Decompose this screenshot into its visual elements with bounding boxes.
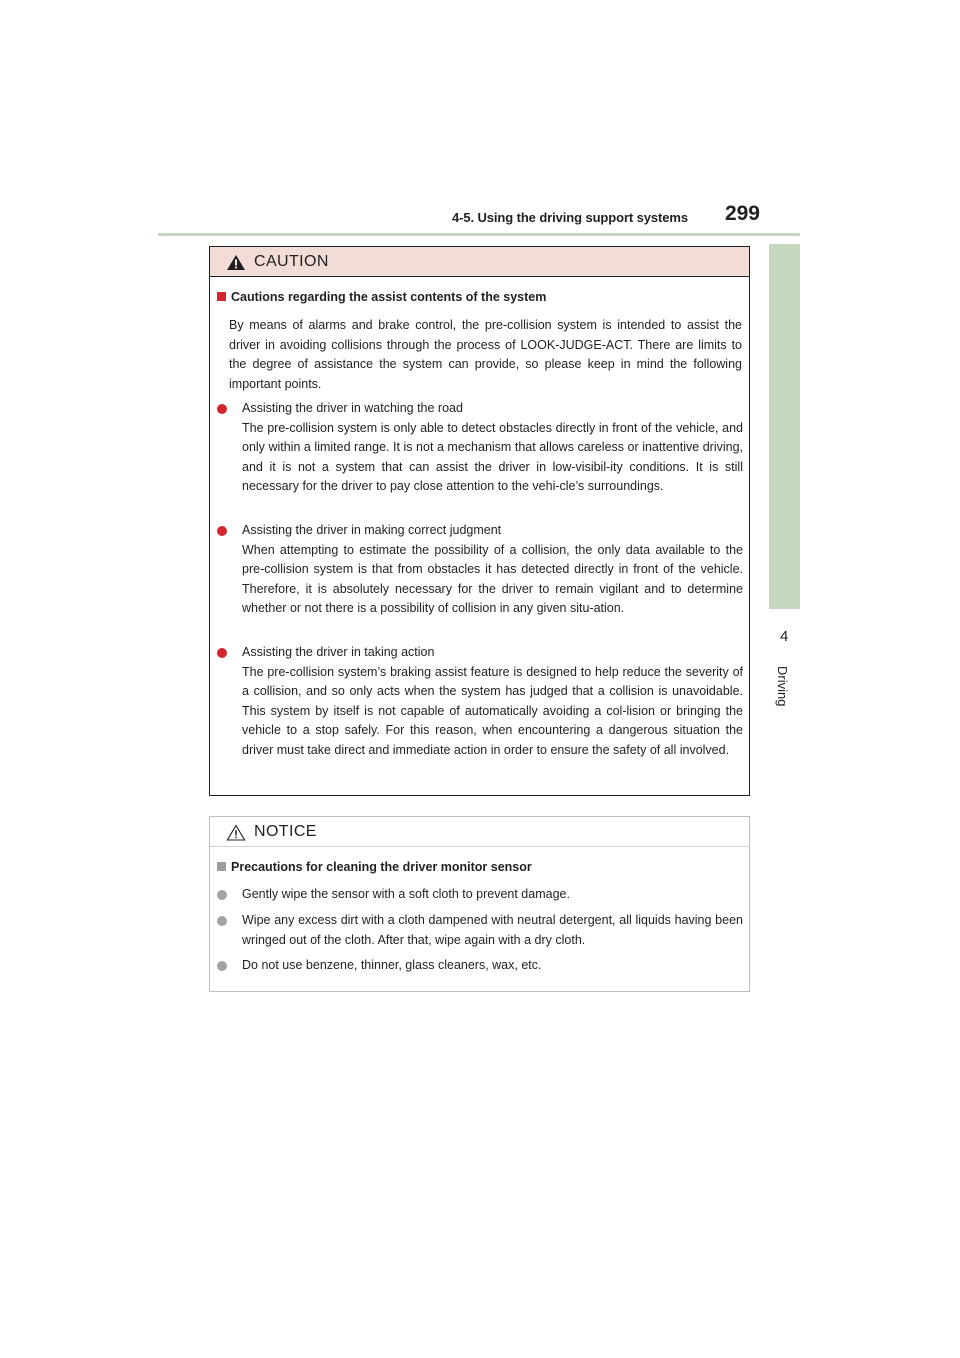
bullet-title: Assisting the driver in making correct judgment [242,523,502,537]
caution-intro: By means of alarms and brake control, the pre-collision system is intended to assist the driver in avoiding collisions through the process of LOOK-JUDGE-ACT. There are limits to the degree of assistance the system can provide, so please keep in mind the following important points. [229,318,742,391]
bullet-body: The pre-collision system is only able to detect obstacles directly in front of the vehicle, and only within a limited range. It is not a mechanism that allows careless or inattentive driving, and it is not a system that can assist the driver in low-visibil-ity conditions. It is still necessary for the driver to pay close attention to the vehi-cle’s surroundings. [242,420,743,494]
chapter-label: Driving [775,666,790,707]
notice-bullet-2: Wipe any excess dirt with a cloth dampened with neutral detergent, all liquids having been wringed out of the cloth. After that, wipe again with a dry cloth. [217,911,743,950]
notice-title: NOTICE [254,823,317,840]
bullet-icon [217,648,227,658]
notice-triangle-icon [226,824,246,841]
bullet-body: When attempting to estimate the possibility of a collision, the only data available to the pre-collision system is that from obstacles it has detected directly in front of the vehicle. Therefore, it is absolutely necessary for the driver to remain vigilant and to determine whether or not there is a possibility of collision in any given situ-ation. [242,542,743,616]
header-divider [158,233,800,236]
caution-title: CAUTION [254,253,329,270]
red-square-icon [217,292,226,301]
caution-heading: Cautions regarding the assist contents of the system [217,290,546,304]
notice-bullet-3: Do not use benzene, thinner, glass cleaners, wax, etc. [217,956,743,976]
bullet-title: Assisting the driver in watching the road [242,401,463,415]
bullet-icon [217,526,227,536]
notice-bullet-1: Gently wipe the sensor with a soft cloth to prevent damage. [217,885,743,905]
caution-header [210,247,749,277]
bullet-title: Assisting the driver in taking action [242,645,435,659]
page-number: 299 [724,202,760,225]
notice-box [209,816,750,992]
caution-box [209,246,750,796]
page-header [158,200,800,236]
caution-bullet-2 [217,521,743,619]
caution-bullet-3 [217,643,743,761]
chapter-number: 4 [780,628,789,645]
bullet-icon [217,890,227,900]
section-title: 4-5. Using the driving support systems [451,210,688,225]
chapter-tab [769,244,800,609]
warning-triangle-icon [226,254,246,271]
bullet-icon [217,916,227,926]
notice-heading: Precautions for cleaning the driver monitor sensor [217,860,532,874]
gray-square-icon [217,862,226,871]
bullet-body: The pre-collision system’s braking assist feature is designed to help reduce the severity of a collision, and so only acts when the system has judged that a collision is unavoidable. This system by itself is not capable of automatically avoiding a col-lision or bringing the vehicle to a stop safely. For this reason, when encountering a dangerous situation the driver must take direct and immediate action in order to ensure the safety of all involved. [242,664,743,757]
bullet-icon [217,961,227,971]
notice-header [210,817,749,847]
bullet-icon [217,404,227,414]
caution-bullet-1 [217,399,743,497]
